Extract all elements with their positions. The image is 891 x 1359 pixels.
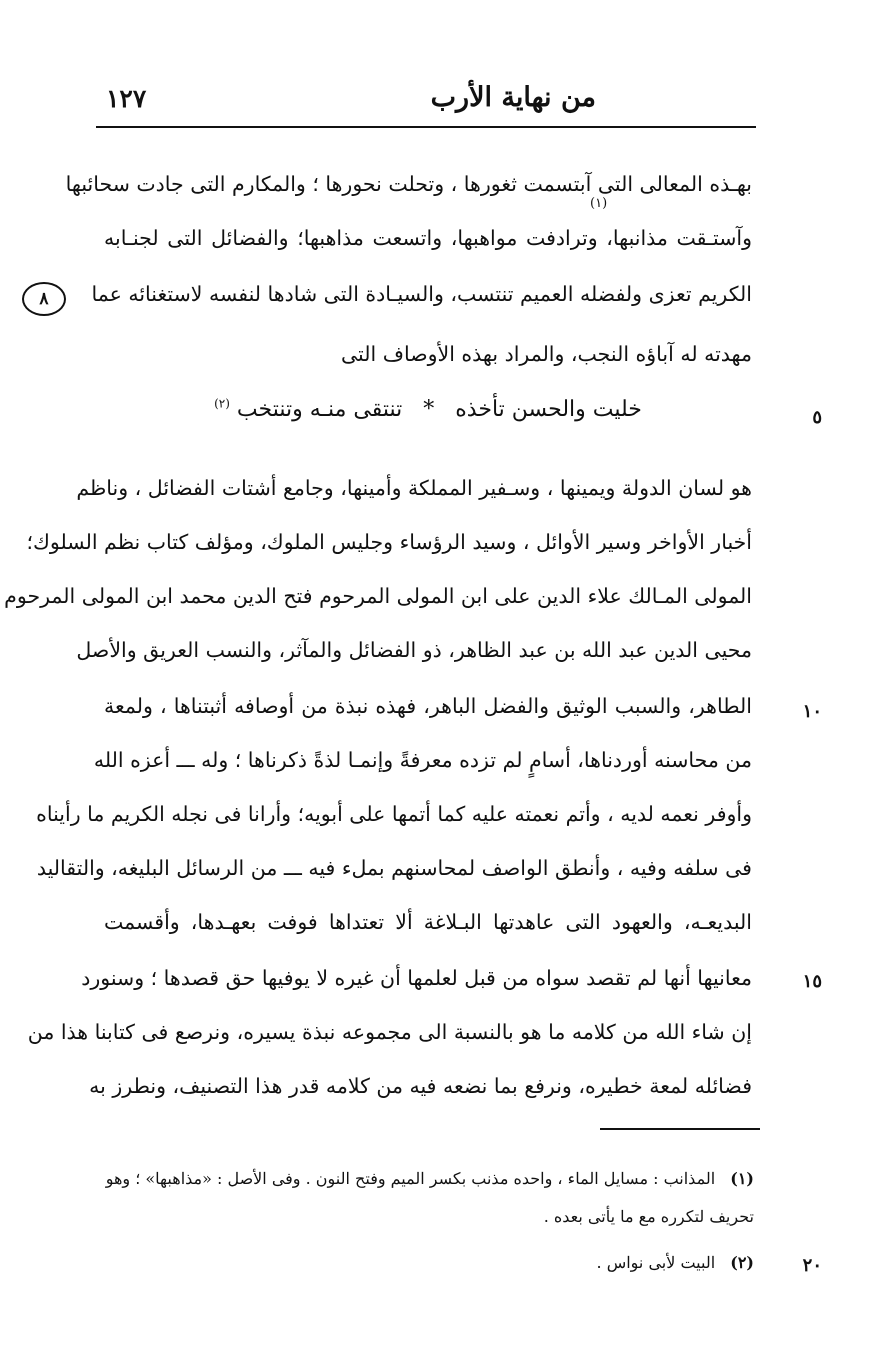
- body-line: البديعـه، والعهود التى عاهدتها البـلاغة ألا تعتداها فوفت بعهـدها، وأقسمت: [104, 910, 752, 934]
- body-line: [104, 216, 752, 260]
- line-number: ١٥: [802, 971, 822, 992]
- body-line: أخبار الأواخر وسير الأوائل ، وسيد الرؤساء وجليس الملوك، ومؤلف كتاب نظم السلوك؛: [26, 530, 752, 554]
- verse-hemistich-left: تنتقى منـه وتنتخب: [236, 397, 403, 422]
- body-line: المولى المـالك علاء الدين على ابن المولى المرحوم فتح الدين محمد ابن المولى المرحوم: [4, 584, 752, 608]
- footnote-1: [105, 1164, 754, 1194]
- body-line: مهدته له آباؤه النجب، والمراد بهذه الأوصاف التى: [340, 342, 752, 366]
- body-line: إن شاء الله من كلامه ما هو بالنسبة الى مجموعه نبذة يسيره، ونرصع فى كتابنا هذا من: [27, 1020, 752, 1044]
- footnote-2: [108, 1248, 754, 1278]
- body-line: فضائله لمعة خطيره، ونرفع بما نضعه فيه من كلامه قدر هذا التصنيف، ونطرز به: [89, 1074, 752, 1098]
- footnote-text: البيت لأبى نواس .: [596, 1253, 716, 1272]
- page-number: ١٢٧: [106, 84, 147, 113]
- header-rule: [96, 126, 756, 128]
- body-line: من محاسنه أوردناها، أسامٍ لم تزده معرفةً وإنمـا لذةً ذكرناها ؛ وله ـــ أعزه الله: [93, 748, 752, 772]
- footnote-number: (٢): [730, 1253, 754, 1272]
- verse-hemistich-right: خليت والحسن تأخذه: [455, 397, 642, 422]
- line-number: ٢٠: [802, 1255, 822, 1276]
- running-title: من نهاية الأرب: [430, 82, 596, 113]
- line-number: ١٠: [802, 701, 822, 722]
- body-line: بهـذه المعالى التى آبتسمت ثغورها ، وتحلت نحورها ؛ والمكارم التى جادت سحائبها: [65, 172, 752, 196]
- footnote-number: (١): [730, 1169, 754, 1188]
- footnote-text: المذانب : مسايل الماء ، واحده مذنب بكسر الميم وفتح النون . وفى الأصل : «مذاهبها» ؛ وهو: [105, 1169, 716, 1188]
- footnote-ref-2: (٢): [214, 396, 230, 411]
- body-line: الكريم تعزى ولفضله العميم تنتسب، والسيـادة التى شادها لنفسه لاستغنائه عما: [91, 282, 752, 306]
- folio-marker: ٨: [22, 282, 66, 316]
- body-line: هو لسان الدولة ويمينها ، وسـفير المملكة وأمينها، وجامع أشتات الفضائل ، وناظم: [76, 476, 752, 500]
- body-line: وأوفر نعمه لديه ، وأتم نعمته عليه كما أتمها على أبويه؛ وأرانا فى نجله الكريم ما رأيناه: [36, 802, 752, 826]
- body-line: معانيها أنها لم تقصد سواه من قبل لعلمها أن غيره لا يوفيها حق قصدها ؛ وسنورد: [81, 966, 752, 990]
- body-line: الطاهر، والسبب الوثيق والفضل الباهر، فهذه نبذة من أوصافه أثبتناها ، ولمعة: [104, 694, 752, 718]
- body-line-text: وآستـقت مذانبها، وترادفت مواهبها، واتسعت مذاهبها؛ والفضائل التى لجنـابه: [104, 226, 752, 250]
- line-number: ٥: [812, 407, 822, 428]
- body-line: محيى الدين عبد الله بن عبد الظاهر، ذو الفضائل والمآثر، والنسب العريق والأصل: [76, 638, 752, 662]
- page-header: [96, 78, 756, 122]
- verse: [104, 388, 752, 432]
- body-line: فى سلفه وفيه ، وأنطق الواصف لمحاسنهم بملء فيه ـــ من الرسائل البليغه، والتقاليد: [36, 856, 752, 880]
- footnote-1-continued: تحريف لتكرره مع ما يأتى بعده .: [543, 1207, 754, 1226]
- footnote-rule: [600, 1128, 760, 1130]
- verse-separator: *: [423, 397, 435, 422]
